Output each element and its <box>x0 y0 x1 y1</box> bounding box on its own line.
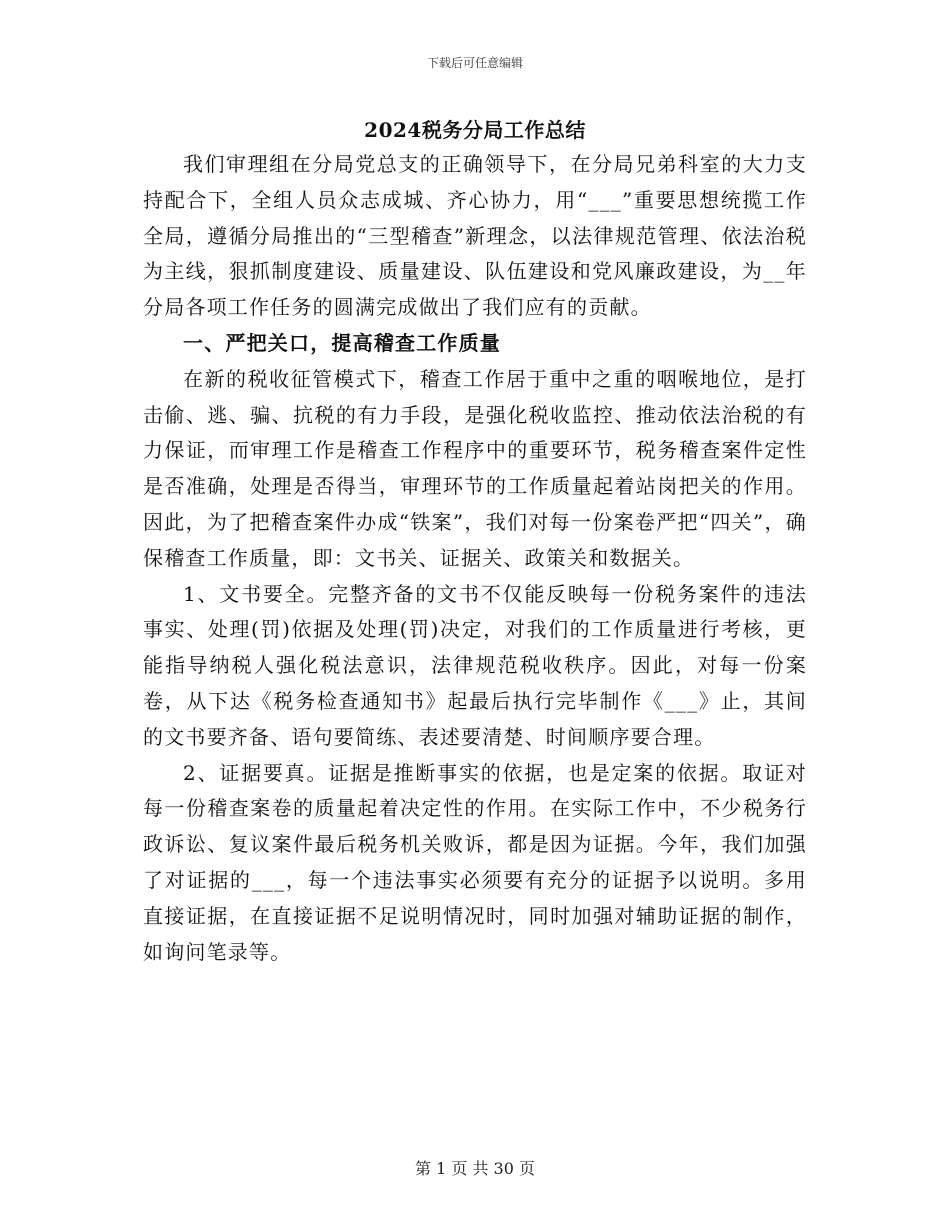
document-body <box>143 147 807 970</box>
page-footer: 第 1 页 共 30 页 <box>415 1159 535 1178</box>
list-item-documents: 1、文书要全。完整齐备的文书不仅能反映每一份税务案件的违法事实、处理(罚)依据及处理(罚)决定，对我们的工作质量进行考核，更能指导纳税人强化税法意识，法律规范税收秩序。因此，对每一份案卷，从下达《税务检查通知书》起最后执行完毕制作《___》止，其间的文书要齐备、语句要简练、表述要清楚、时间顺序要合理。 <box>143 581 807 749</box>
section-paragraph: 在新的税收征管模式下，稽查工作居于重中之重的咽喉地位，是打击偷、逃、骗、抗税的有力手段，是强化税收监控、推动依法治税的有力保证，而审理工作是稽查工作程序中的重要环节，税务稽查案件定性是否准确，处理是否得当，审理环节的工作质量起着站岗把关的作用。因此，为了把稽查案件办成“铁案”，我们对每一份案卷严把“四关”，确保稽查工作质量，即：文书关、证据关、政策关和数据关。 <box>143 366 807 570</box>
page-header-note: 下载后可任意编辑 <box>426 56 523 70</box>
list-item-evidence: 2、证据要真。证据是推断事实的依据，也是定案的依据。取证对每一份稽查案卷的质量起着决定性的作用。在实际工作中，不少税务行政诉讼、复议案件最后税务机关败诉，都是因为证据。今年，我们加强了对证据的___，每一个违法事实必须要有充分的证据予以说明。多用直接证据，在直接证据不足说明情况时，同时加强对辅助证据的制作，如询问笔录等。 <box>143 760 807 964</box>
intro-paragraph: 我们审理组在分局党总支的正确领导下，在分局兄弟科室的大力支持配合下，全组人员众志成城、齐心协力，用“___”重要思想统揽工作全局，遵循分局推出的“三型稽查”新理念，以法律规范管理、依法治税为主线，狠抓制度建设、质量建设、队伍建设和党风廉政建设，为__年分局各项工作任务的圆满完成做出了我们应有的贡献。 <box>143 152 807 320</box>
section-heading: 一、严把关口，提高稽查工作质量 <box>183 330 501 355</box>
document-title: 2024税务分局工作总结 <box>364 118 586 142</box>
